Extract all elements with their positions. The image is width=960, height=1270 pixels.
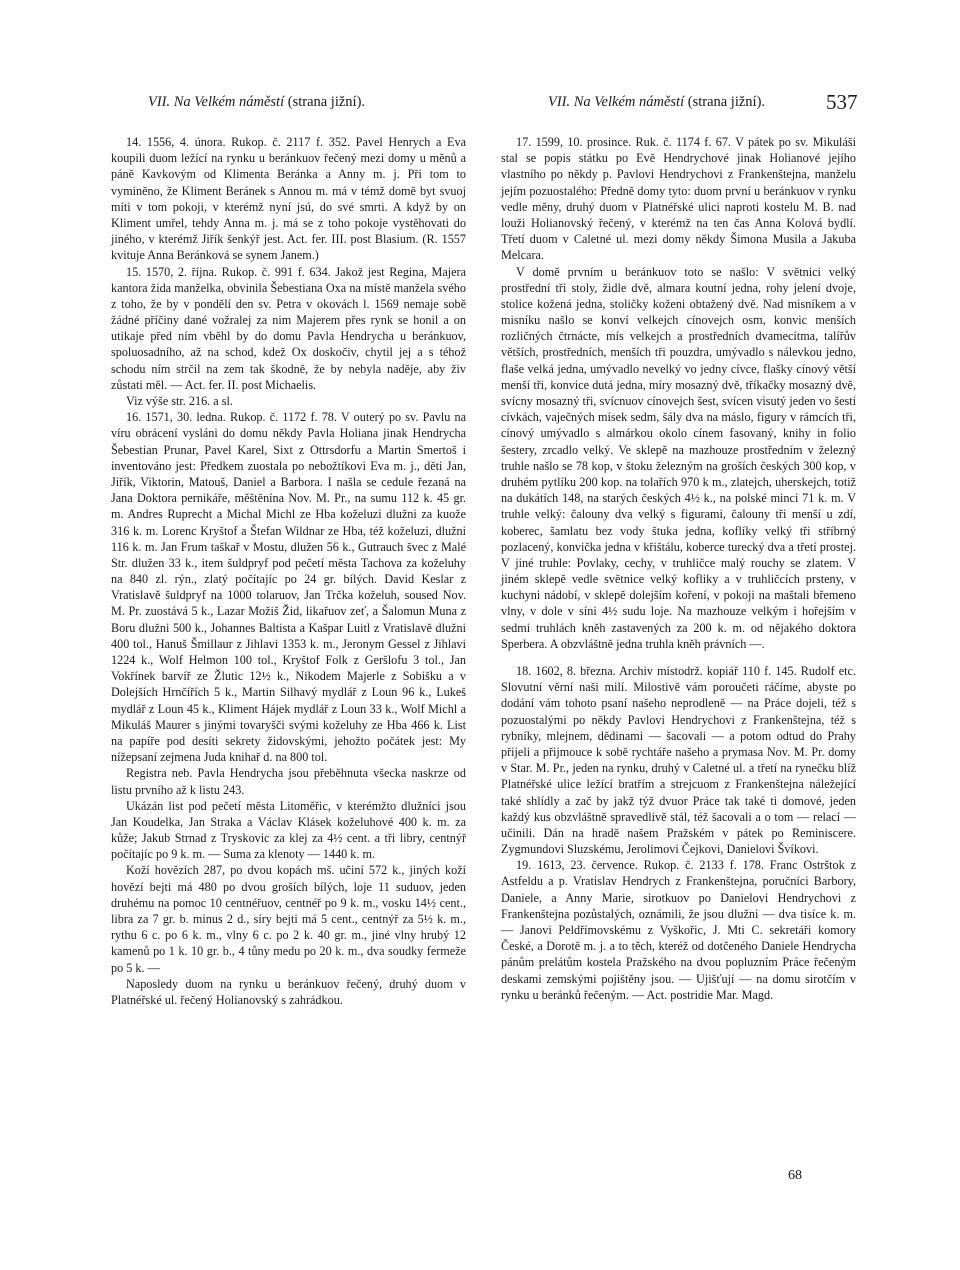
paragraph-houses: Naposledy duom na rynku u beránkuov řečený, druhý duom v Platnéřské ul. řečený Holianovský s zahrádkou. (111, 976, 466, 1007)
right-title-italic: VII. Na Velkém náměstí (548, 94, 685, 110)
paragraph-house-contents: V domě prvním u beránkuov toto se našlo: V světnici velký prostřední tři stoly, židle dvě, almara koutní jedna, rohy jelení dvoje, stolice kožená jedna, stoličky koženi obtažený dvě. Nad misníkem a v misníku našlo se konví velkejch cínovejch osm, konvic menších rozličných čtrnácte, mís velkejch a prostředních dvamecítma, talířův větších, prostředních, menších tři pouzdra, umývadlo s nálevkou jedno, flaše velká jedna, umývadlo nevelký vo jedny cívce, flašky cínový větší menší tři, konvice dutá jedna, míry mosazný dvě, tříkačky mosazný dvě, svícny mosazný tři, svícnuov cínovejch šest, svícen visutý jeden vo šesti cívkách, vaječných mísek sedm, šály dva na máslo, figury v rámcích tři, cínový umývadlo s almárkou okolo cínem fasovaný, knihy in folio šestery, zrcadlo velký. Ve sklepě na mazhouze prostředním v železný truhle našlo se 78 kop, v štoku železným na groších českých 300 kop, v druhém pytlíku 200 kop. na tolařích 970 k m., zlatejch, uherskejch, totiž na dukátích 148, na starých českých 4½ k., na polské minci 71 k. m. V truhle velký: čalouny dva velký s figurami, čalouny tři menší u zdí, koberec, šamlatu bez vody štuka jedna, koflíky velký tři stříbrný pozlacený, konvička jedna v křištálu, koberce turecký dva a třetí prostej. V jiné truhle: Povlaky, cechy, v truhličce malý rouchy se zlatem. V jiném sklepě vedle světnice velký kofliky a v truhličcích prsteny, v kuchyni nádobí, v sklepě dolejším koření, v pokoji na maštali břemeno vlny, v dole v síni 4½ sudu loje. Na mazhouze velkým i hořejším v sedmi truhlách kněh zastavených za 200 k. m. od nějakého doktora Sperbera. A obzvláštně jedna truhla kněh právních —. (501, 264, 856, 651)
entry-19: 19. 1613, 23. července. Rukop. č. 2133 f. 178. Franc Ostrštok z Astfeldu a p. Vratislav Hendrych z Frankenštejna, poručníci Barbory, Daniele, a Anny Marie, sirotkuov po Danielovi Hendrychovi z Frankenštejna pozůstalých, oznámili, že jsou dlužni — dva tisíce k. m. — Janovi Peldřimovskému z Vyškořic, J. Mti C. sekretáři komory České, a Dorotě m. j. a to těch, kteréž od dotčeného Daniele Hendrycha pánům prelátům kostela Pražského na dvou popluzním Práce řečeným deskami zemskými pojištěny jsou. — Ujišťují — na domu sirotčím v rynku u beránků řečeným. — Act. postridie Mar. Magd. (501, 858, 856, 1002)
paragraph-inventory-goods: Koží hovězích 287, po dvou kopách mš. učiní 572 k., jiných koží hovězí bejti má 480 po dvou groších bílých, loje 11 suduov, jeden druhému na pomoc 10 centnéřuov, centnéř po 9 k. m., vosku 14½ cent., libra za 7 gr. b. minus 2 d., síry bejti má 5 cent., centnýř za 5½ k. m., rythu 6 c. po 6 k. m., vlny 6 c. po 2 k. 40 gr. m., jiné vlny hrubý 12 kamenů po 1 k. 10 gr. b., 4 tůny medu po 20 k. m., dva soudky fermeže po 5 k. — (111, 863, 466, 975)
left-title-italic: VII. Na Velkém náměstí (148, 94, 285, 110)
running-header (0, 90, 960, 120)
right-column (501, 134, 856, 1003)
entry-16: 16. 1571, 30. ledna. Rukop. č. 1172 f. 78. V outerý po sv. Pavlu na víru obrácení vysláni do domu někdy Pavla Holiana jinak Hendrycha Šebestian Prunar, Pavel Karel, Sixt z Ottrsdorfu a Martin Smertoš i inventováno jest: Předkem zuostala po nebožtíkovi Eva m. j., děti Jan, Jiřík, Viktorin, Matouš, Daniel a Barbora. I našla se cedule řezaná na Jana Doktora pernikáře, měštěnína Nov. M. Pr., na sumu 112 k. 45 gr. m. Andres Ruprecht a Michal Michl ze Hba koželuzi dlužni za kuože 316 k. m. Lorenc Kryštof a Štefan Wildnar ze Hba, též koželuzi, dlužni 116 k. m. Jan Frum taškař v Mostu, dlužen 56 k., Gutrauch švec z Malé Str. dlužen 33 k., item šuldpryf pod pečetí města Tachova za koželuhy na 840 zl. rýn., zlatý počítajíc po 24 gr. bílých. David Keslar z Vratislavě šuldpryf na 1000 tolaruov, Jan Trčka koželuh, soused Nov. M. Pr. zuostává 5 k., Lazar Možiš Žid, likařuov zeť, a Šalomun Muna z Boru dlužni 500 k., Johannes Baltista a Kašpar Luitl z Vratislavě dlužni 400 tol., Hanuš Šmillaur z Jihlavi 1353 k. m., Jeronym Gessel z Jihlavi 1224 k., Wolf Helmon 100 tol., Kryštof Folk z Geršlofu 3 tol., Jan Vokřínek barvíř ze Žlutic 12½ k., Nikodem Majerle z Sobišku a v Dolejších Hrnčířích 5 k., Martin Silhavý mydlář z Loun 96 k., Lukeš mydlář z Loun 45 k., Kliment Hájek mydlář z Loun 33 k., Wolf Michl a Mikuláš Maurer s jinými tovaryšči svými koželuhy ze Hba 466 k. List na papíře pod desíti sekrety židovskými, jehožto počátek jest: My nížepsaní zejmena Juda knihař d. na 800 tol. (111, 410, 466, 765)
entry-15: 15. 1570, 2. října. Rukop. č. 991 f. 634. Jakož jest Regina, Majera kantora žida manželka, obvinila Šebestiana Oxa na místě manžela svého z toho, že by v pondělí den sv. Petra v okovách l. 1569 nemaje sobě žádné příčiny dané vožralej za nim Majerem přes rynk se honil a on utikaje před ním vběhl by do domu Pavla Hendrycha u beránkuov, spoluosadního, až na schod, kdež Ox doskočiv, chytil jej a s téhož schodu ním strčil na zem tak škodně, že by nebyla naděje, aby živ zůstati měl. — Act. fer. II. post Michaelis. (111, 264, 466, 392)
right-title-suffix: (strana jižní). (684, 94, 766, 110)
entry-14: 14. 1556, 4. února. Rukop. č. 2117 f. 352. Pavel Henrych a Eva koupili duom ležící na rynku u beránkuov řečený mezi domy u měnů a páně Kavkovým od Klimenta Beránka a Anny m. j. Při tom to vyminěno, že Kliment Beránek s Annou m. má v témž domě byt svuoj míti v tom pokoji, v kterémž nyní jsú, do své smrti. A když by on Kliment umřel, tehdy Anna m. j. má se z toho pokoje vystěhovati do jiného, v kterémž Jiřík šenkýř jest. Act. fer. III. post Blasium. (R. 1557 kvituje Anna Beránková se synem Janem.) (111, 135, 466, 263)
left-title-suffix: (strana jižní). (284, 94, 366, 110)
right-running-title (548, 94, 765, 111)
page-number: 537 (826, 90, 858, 114)
sheet-number: 68 (788, 1168, 802, 1183)
cross-reference: Viz výše str. 216. a sl. (126, 394, 233, 408)
entry-18: 18. 1602, 8. března. Archiv místodrž. kopiář 110 f. 145. Rudolf etc. Slovutní věrní naši milí. Milostivě vám poroučeti ráčíme, abyste po dodání vám tohoto psaní našeho neprodleně — na Práce dojeli, též s pozuostalými po někdy Pavlovi Hendrychovi z Frankenštejna, též s rybníky, mlejnem, dědinami — šacovali — a potom odtud do Prahy přijeli a přijmouce k sobě rychtáře našeho a prymasa Nov. M. Pr. domy v Star. M. Pr., jeden na rynku, druhý v Caletné ul. a třetí na rynečku blíž Platnéřské ulice ležící bratřím a strejcuom z Frankenštejna náležející také shlídly a zač by jakž týž dvuor Práce tak také ti domové, jeden každý kus obzvláštně spravedlivě stál, též šacovali a o tom — relací — učinili. Dán na hradě našem Pražském v pátek po Reminiscere. Zygmundovi Sluzskému, Jerolimovi Čejkovi, Danielovi Švíkovi. (501, 664, 856, 857)
entry-17: 17. 1599, 10. prosince. Ruk. č. 1174 f. 67. V pátek po sv. Mikuláši stal se popis státku po Evě Hendrychové jinak Holianové jejího vlastního po někdy p. Pavlovi Hendrychovi z Frankenštejna, manželu jejím pozuostalého: Předně domy tyto: duom první u beránkuov v rynku vedle měny, druhý duom v Platnéřské ulici naproti kostelu M. B. nad louži Holianovský řečený, v kterémž na ten čas Anna Kolová bydlí. Třetí duom v Caletné ul. mezi domy někdy Šimona Musila a Jakuba Melcara. (501, 135, 856, 263)
paragraph-registra: Registra neb. Pavla Hendrycha jsou přeběhnuta všecka naskrze od listu prvního až k listu 243. (111, 766, 466, 797)
left-running-title (148, 94, 365, 111)
left-column (111, 134, 466, 1008)
paragraph-litomerice: Ukázán list pod pečetí města Litoměřic, v kterémžto dlužníci jsou Jan Koudelka, Jan Straka a Václav Klásek koželuhové 400 k. m. za kůže; Jakub Strnad z Tryskovic za klej za 4½ cent. a tři libry, centnýř počítajíc po 9 k. m. — Suma za klenoty — 1440 k. m. (111, 798, 466, 862)
